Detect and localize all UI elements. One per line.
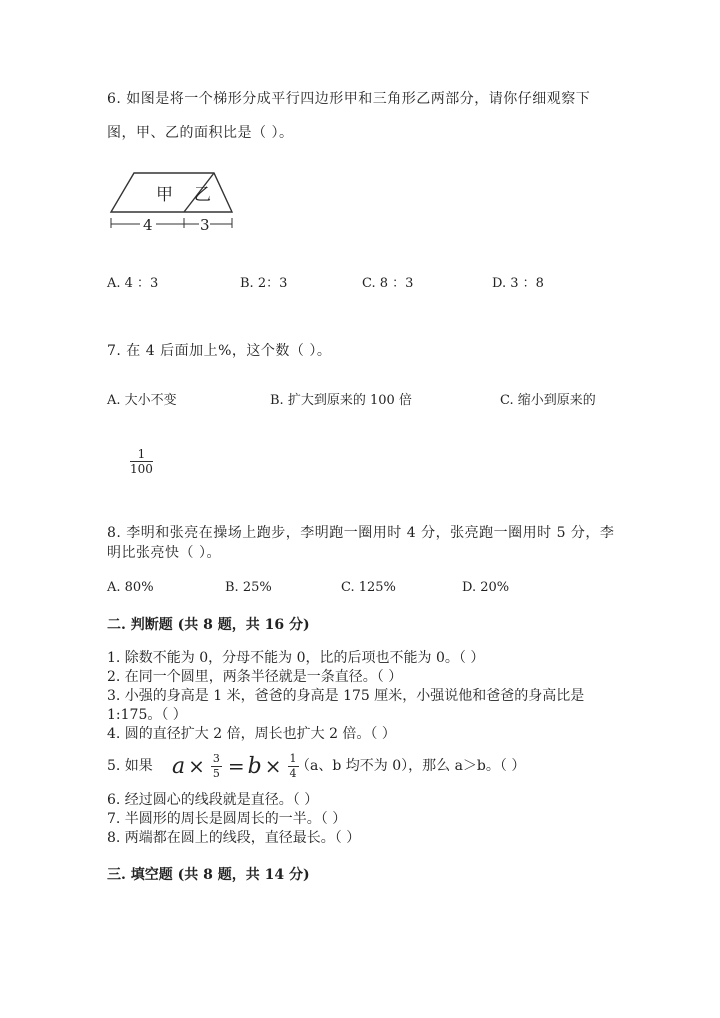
math-times-1: × [188,754,205,778]
q6-line1: 6. 如图是将一个梯形分成平行四边形甲和三角形乙两部分，请你仔细观察下 [107,91,591,107]
section2-title: 二. 判断题 (共 8 题，共 16 分) [107,617,310,633]
q6-line2: 图，甲、乙的面积比是（ ）。 [107,125,294,141]
math-f2-den: 4 [289,766,297,780]
q8-option-a: A. 80% [107,580,154,595]
math-b: b [247,753,262,779]
math-a: a [172,753,186,779]
q6-option-a: A. 4 ：3 [107,276,159,291]
judge-item-8: 8. 两端都在圆上的线段，直径最长。（ ） [107,830,361,846]
fraction-numerator: 1 [130,447,153,462]
section3-title: 三. 填空题 (共 8 题，共 14 分) [107,867,310,883]
q7-fraction [130,447,153,476]
q6-option-b: B. 2：3 [240,276,288,291]
length-3-label: 3 [200,216,210,234]
math-times-2: × [264,754,282,778]
q8-option-d: D. 20% [462,580,510,595]
math-equals: = [227,754,245,778]
q7-line1: 7. 在 4 后面加上%，这个数（ ）。 [107,343,332,359]
q6-option-d: D. 3 ：8 [492,276,544,291]
math-f1-den: 5 [212,766,220,780]
judge-item-3-line1: 3. 小强的身高是 1 米，爸爸的身高是 175 厘米，小强说他和爸爸的身高比是 [107,688,585,704]
label-jia: 甲 [156,185,173,205]
judge-item-4: 4. 圆的直径扩大 2 倍，周长也扩大 2 倍。（ ） [107,726,396,742]
q8-line1: 8. 李明和张亮在操场上跑步，李明跑一圈用时 4 分，张亮跑一圈用时 5 分，李 [107,525,615,541]
fraction-denominator: 100 [130,462,153,476]
judge-item-5-formula [172,750,302,782]
math-f1-num: 3 [212,751,220,765]
judge-item-5-suffix: （a、b 均不为 0），那么 a＞b。（ ） [296,758,526,774]
q8-option-c: C. 125% [341,580,396,595]
judge-item-5-prefix: 5. 如果 [107,758,153,774]
judge-item-7: 7. 半圆形的周长是圆周长的一半。（ ） [107,811,347,827]
judge-item-1: 1. 除数不能为 0，分母不能为 0，比的后项也不能为 0。（ ） [107,650,485,666]
q6-option-c: C. 8 ：3 [362,276,414,291]
q7-option-a: A. 大小不变 [107,393,177,408]
trapezoid-figure [104,168,238,236]
length-4-label: 4 [143,216,153,234]
judge-item-6: 6. 经过圆心的线段就是直径。（ ） [107,792,319,808]
q7-option-b: B. 扩大到原来的 100 倍 [270,393,412,408]
math-f2-num: 1 [289,751,297,765]
label-yi: 乙 [194,185,211,205]
judge-item-2: 2. 在同一个圆里，两条半径就是一条直径。（ ） [107,669,403,685]
q8-line2: 明比张亮快（ ）。 [107,545,221,561]
judge-item-3-line2: 1:175。（ ） [107,707,187,723]
q7-option-c: C. 缩小到原来的 [500,393,596,408]
q8-option-b: B. 25% [225,580,272,595]
